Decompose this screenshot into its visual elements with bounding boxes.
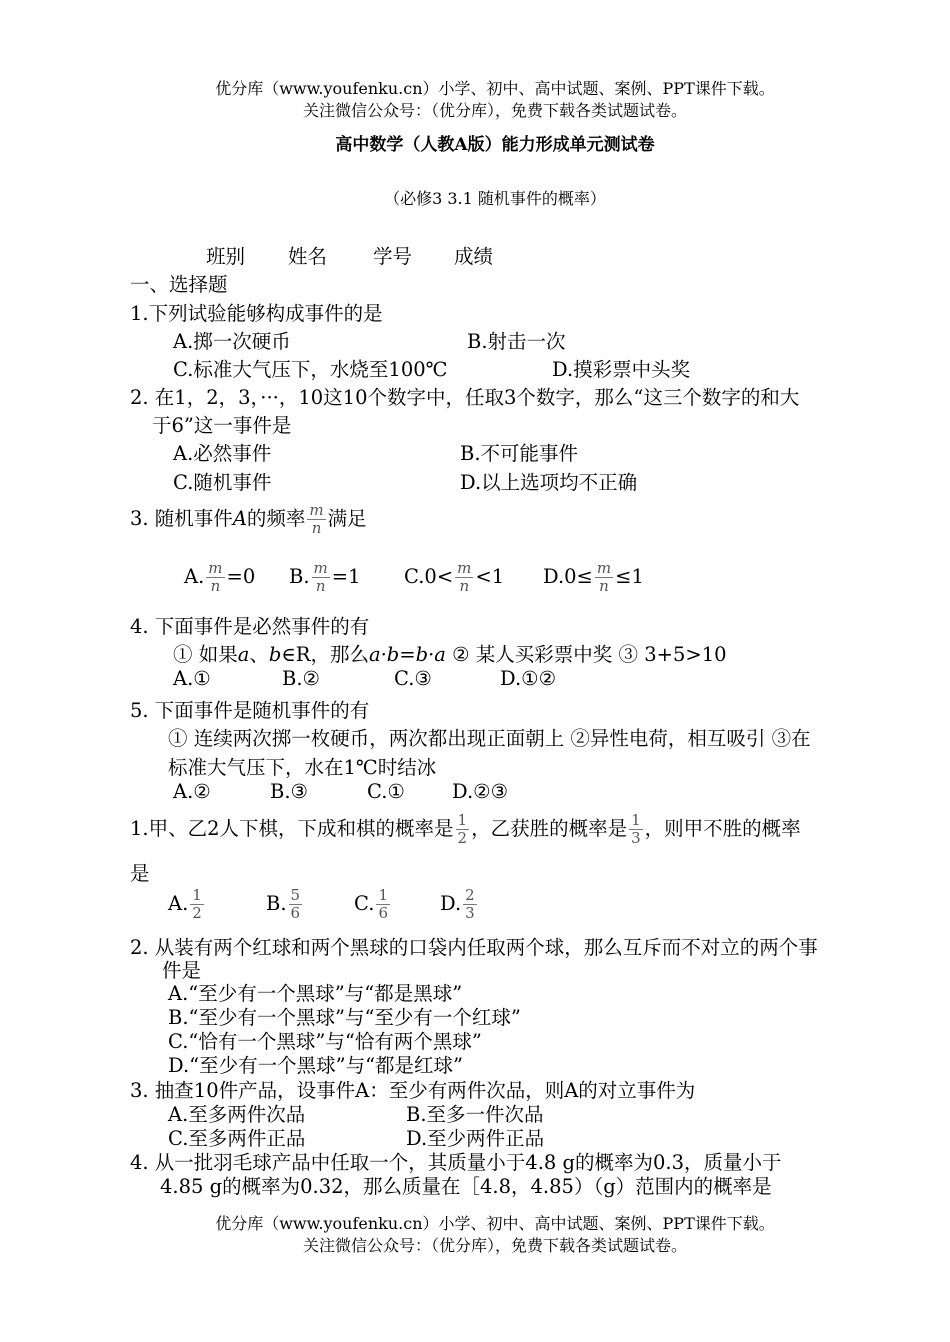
p2-option-c: C.“恰有一个黑球”与“恰有两个黑球”	[168, 1030, 482, 1053]
q3-stem-mid: 的频率	[246, 507, 306, 530]
info-name-label: 姓名	[288, 245, 328, 268]
section-heading: 一、选择题	[130, 273, 228, 296]
p1-option-a: A. $\frac{1}{2}$	[168, 886, 202, 922]
footer-line-1: 优分库（www.youfenku.cn）小学、初中、高中试题、案例、PPT课件下载。	[215, 1214, 775, 1233]
info-id-label: 学号	[373, 245, 413, 268]
p1-fraction-2: $\frac{1}{3}$	[631, 811, 641, 847]
p1-fraction-1: $\frac{1}{2}$	[457, 811, 468, 847]
p3-option-b: B.至多一件次品	[406, 1103, 544, 1126]
q4-option-c: C.③	[394, 667, 432, 690]
q5-option-d: D.②③	[452, 780, 509, 803]
q1-option-b: B.射击一次	[467, 330, 566, 353]
q1-option-a: A.掷一次硬币	[173, 330, 291, 353]
q5-option-b: B.③	[270, 780, 309, 803]
p1-stem: 1.甲、乙2人下棋，下成和棋的概率是 $\frac{1}{2}$ ，乙获胜的概率是 $\frac{1}{3}$ ，则甲不胜的概率	[130, 811, 801, 847]
q4-option-b: B.②	[282, 667, 321, 690]
q3-option-c: C.0< $\frac{m}{n}$ <1	[404, 559, 505, 595]
p3-stem: 3. 抽查10件产品，设事件A：至少有两件次品，则A的对立事件为	[130, 1079, 696, 1102]
p3-option-c: C.至多两件正品	[168, 1127, 306, 1150]
q4-items: ① 如果a、b∈R，那么a·b=b·a ② 某人买彩票中奖 ③ 3+5>10	[173, 643, 727, 666]
p2-stem-line-1: 2. 从装有两个红球和两个黑球的口袋内任取两个球，那么互斥而不对立的两个事	[130, 936, 818, 959]
q3-option-a: A. $\frac{m}{n}$ =0	[184, 559, 256, 595]
q2-stem-line-2: 于6”这一事件是	[152, 414, 292, 437]
q2-stem-line-1: 2. 在1，2，3，···，10这10个数字中，任取3个数字，那么“这三个数字的和大	[130, 386, 800, 409]
footer-line-2: 关注微信公众号：（优分库），免费下载各类试题试卷。	[302, 1236, 687, 1255]
p1-stem-line-2: 是	[130, 862, 150, 885]
p2-option-b: B.“至少有一个黑球”与“至少有一个红球”	[168, 1006, 521, 1029]
header-line-2: 关注微信公众号：（优分库），免费下载各类试题试卷。	[302, 101, 687, 120]
page-subtitle: （必修3 3.1 随机事件的概率）	[384, 189, 606, 208]
p1-option-d: D. $\frac{2}{3}$	[440, 886, 475, 922]
q2-option-d: D.以上选项均不正确	[460, 471, 638, 494]
p2-option-d: D.“至少有一个黑球”与“都是红球”	[168, 1054, 464, 1077]
q1-option-d: D.摸彩票中头奖	[552, 358, 691, 381]
q3-fraction: $\frac{m}{n}$	[309, 501, 324, 537]
q3-stem-pre: 3. 随机事件	[130, 507, 233, 530]
q1-option-c: C.标准大气压下，水烧至100℃	[173, 358, 448, 381]
q5-items-line-2: 标准大气压下，水在1℃时结冰	[168, 756, 437, 779]
p2-stem-line-2: 件是	[162, 959, 202, 982]
q2-option-c: C.随机事件	[173, 471, 272, 494]
q4-option-d: D.①②	[500, 667, 557, 690]
info-score-label: 成绩	[454, 245, 494, 268]
p2-option-a: A.“至少有一个黑球”与“都是黑球”	[168, 982, 463, 1005]
q5-items-line-1: ① 连续两次掷一枚硬币，两次都出现正面朝上 ②异性电荷，相互吸引 ③在	[168, 727, 811, 750]
p3-option-a: A.至多两件次品	[168, 1103, 306, 1126]
q2-option-b: B.不可能事件	[460, 442, 579, 465]
p4-stem-line-1: 4. 从一批羽毛球产品中任取一个，其质量小于4.8 g的概率为0.3，质量小于	[130, 1151, 782, 1174]
p4-stem-line-2: 4.85 g的概率为0.32，那么质量在［4.8，4.85）（g）范围内的概率是	[160, 1175, 772, 1198]
q1-stem: 1.下列试验能够构成事件的是	[130, 302, 383, 325]
q2-option-a: A.必然事件	[173, 442, 272, 465]
q3-option-b: B. $\frac{m}{n}$ =1	[289, 559, 361, 595]
header-line-1: 优分库（www.youfenku.cn）小学、初中、高中试题、案例、PPT课件下载。	[215, 79, 775, 98]
q3-option-d: D.0≤ $\frac{m}{n}$ ≤1	[543, 559, 644, 595]
p1-option-c: C. $\frac{1}{6}$	[354, 886, 388, 922]
p1-option-b: B. $\frac{5}{6}$	[266, 886, 301, 922]
q3-var: A	[232, 507, 247, 530]
q4-option-a: A.①	[173, 667, 211, 690]
q3-stem	[130, 502, 367, 537]
q5-option-c: C.①	[367, 780, 405, 803]
page-title: 高中数学（人教A版）能力形成单元测试卷	[335, 135, 655, 155]
info-class-label: 班别	[206, 245, 246, 268]
q5-option-a: A.②	[173, 780, 211, 803]
p3-option-d: D.至少两件正品	[406, 1127, 545, 1150]
q3-stem-post: 满足	[327, 507, 367, 530]
q4-stem: 4. 下面事件是必然事件的有	[130, 615, 370, 638]
q5-stem: 5. 下面事件是随机事件的有	[130, 699, 370, 722]
